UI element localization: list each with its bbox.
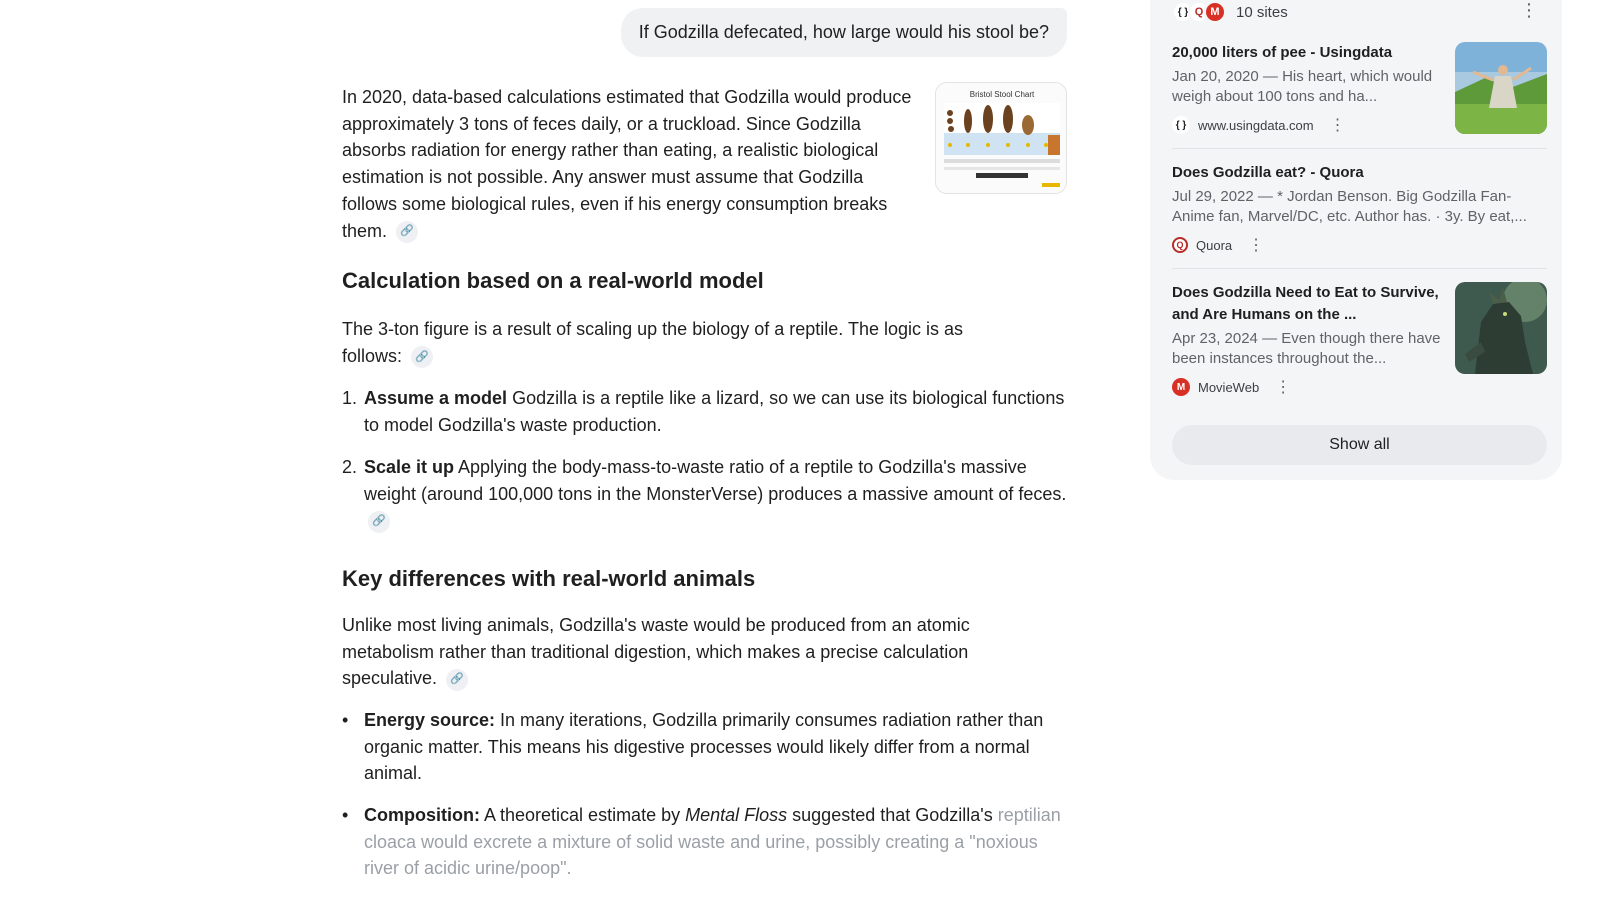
section-model-text: The 3-ton figure is a result of scaling up the biology of a reptile. The logic is as follows: (342, 319, 964, 366)
source-site (1172, 235, 1547, 255)
section-heading-differences: Key differences with real-world animals (342, 566, 756, 591)
list-item-text: suggested that Godzilla's (787, 805, 993, 825)
sources-count: 10 sites (1236, 3, 1288, 21)
list-item-term: Scale it up (364, 457, 455, 477)
source-site (1172, 115, 1442, 135)
list-item (342, 802, 1067, 882)
source-card[interactable] (1172, 162, 1547, 255)
more-options-icon[interactable]: ⋮ (1329, 117, 1346, 134)
source-site (1172, 377, 1442, 397)
source-title[interactable]: Does Godzilla Need to Eat to Survive, and Are Humans on the ... (1172, 284, 1439, 323)
user-query-bubble: If Godzilla defecated, how large would his stool be? (621, 8, 1067, 57)
list-item-text: A theoretical estimate by (479, 805, 686, 825)
list-item (342, 707, 1067, 787)
list-number: 2. (342, 457, 358, 477)
more-options-icon[interactable]: ⋮ (1275, 379, 1292, 396)
source-site-name: MovieWeb (1198, 379, 1260, 395)
list-item (342, 385, 1067, 438)
show-all-button[interactable]: Show all (1172, 425, 1547, 465)
source-snippet: Jan 20, 2020 — His heart, which would weigh about 100 tons and ha... (1172, 68, 1433, 105)
source-snippet: Apr 23, 2024 — Even though there have been instances throughout the... (1172, 330, 1441, 367)
section-differences-text: Unlike most living animals, Godzilla's waste would be produced from an atomic metabolism rather than traditional digestion, which makes a precise calculation speculative. (342, 615, 970, 689)
list-item-text: Godzilla is a reptile like a lizard, so we can use its biological functions to model Godzilla's waste production. (364, 388, 1065, 435)
bullet: • (342, 805, 349, 825)
quora-favicon: Q (1172, 237, 1188, 253)
link-icon[interactable]: 🔗 (396, 221, 418, 243)
list-item-text: In many iterations, Godzilla primarily consumes radiation rather than organic matter. This means his digestive processes would likely differ from a normal animal. (364, 710, 1044, 784)
source-title[interactable]: 20,000 liters of pee - Usingdata (1172, 44, 1393, 61)
link-icon[interactable]: 🔗 (446, 669, 468, 691)
divider (1172, 148, 1547, 149)
bristol-chart-image (936, 83, 1067, 194)
bullet: • (342, 710, 349, 730)
movieweb-favicon: M (1172, 378, 1190, 396)
list-item-text-faded: reptilian cloaca would excrete a mixture of solid waste and urine, possibly creating a "noxious river of acidic urine/poop". (364, 805, 1061, 879)
source-site-name: www.usingdata.com (1198, 117, 1314, 133)
list-number: 1. (342, 388, 358, 408)
divider (1172, 268, 1547, 269)
svg-text:Bristol Stool Chart: Bristol Stool Chart (969, 90, 1035, 99)
source-title[interactable]: Does Godzilla eat? - Quora (1172, 164, 1364, 181)
source-snippet: Jul 29, 2022 — * Jordan Benson. Big Godzilla Fan- Anime fan, Marvel/DC, etc. Author has. · 3y. By eat,... (1172, 188, 1527, 225)
section-differences-paragraph (342, 612, 982, 692)
list-item-text: Applying the body-mass-to-waste ratio of a reptile to Godzilla's massive weight (around 100,000 tons in the MonsterVerse) produces a massive amount of feces. (364, 457, 1067, 504)
link-icon[interactable]: 🔗 (368, 511, 390, 533)
source-card[interactable] (1172, 282, 1547, 397)
bristol-chart-thumbnail[interactable] (935, 82, 1067, 194)
link-icon[interactable]: 🔗 (411, 346, 433, 368)
more-options-icon[interactable]: ⋮ (1520, 0, 1538, 20)
sources-panel (1150, 0, 1562, 480)
section-heading-model: Calculation based on a real-world model (342, 268, 764, 293)
list-item-term: Composition: (364, 805, 480, 825)
source-thumbnail[interactable] (1455, 42, 1547, 134)
ai-answer (342, 0, 1067, 897)
list-item-term: Assume a model (364, 388, 508, 408)
source-site-name: Quora (1196, 237, 1233, 253)
more-options-icon[interactable]: ⋮ (1248, 237, 1265, 254)
intro-text: In 2020, data-based calculations estimated that Godzilla would produce approximately 3 tons of feces daily, or a truckload. Since Godzilla absorbs radiation for energy rather than eating, a realistic biological estimation is not possible. Any answer must assume that Godzilla follows some biological rules, even if his energy consumption breaks them. (342, 87, 912, 241)
movieweb-favicon: M (1204, 1, 1226, 23)
source-thumbnail[interactable] (1455, 282, 1547, 374)
intro-paragraph (342, 84, 912, 244)
list-item-term: Energy source: (364, 710, 496, 730)
publication-name: Mental Floss (685, 805, 788, 825)
favicon-stack (1172, 1, 1220, 23)
usingdata-favicon: { } (1172, 116, 1190, 134)
source-card[interactable] (1172, 42, 1547, 135)
quora-favicon: Q (1188, 1, 1210, 23)
list-item (342, 454, 1067, 534)
usingdata-favicon: { } (1172, 1, 1194, 23)
sources-header[interactable] (1172, 0, 1288, 24)
meadow-dancer-image (1455, 42, 1547, 134)
godzilla-image (1455, 282, 1547, 374)
section-model-paragraph (342, 316, 982, 369)
